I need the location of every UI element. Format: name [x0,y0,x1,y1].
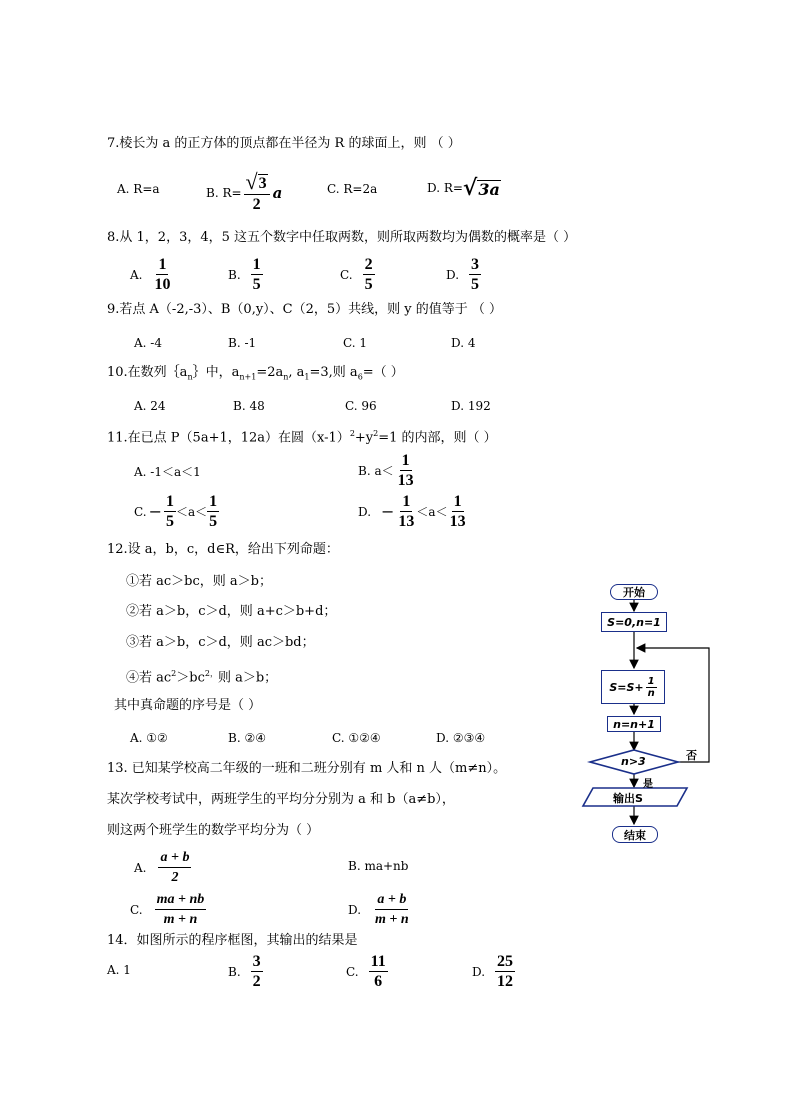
q7-b-fraction: √ 3 2 [244,172,270,213]
q7-b-label: B. R= [206,185,242,200]
q13-line-2: 某次学校考试中，两班学生的平均分分别为 a 和 b（a≠b）， [107,792,455,807]
q9-option-b: B. -1 [228,336,257,350]
q7-option-b [206,169,283,213]
q13-option-b: B. ma+nb [348,859,409,873]
q12-option-b: B. ②④ [228,731,266,745]
q7-option-c: C. R=2a [327,182,378,196]
flowchart-yes-label: 是 [643,779,653,790]
flowchart-update: S=S+ $\frac{1}{n}$ [601,670,665,704]
flowchart-condition: n>3 [621,755,646,768]
q12-stem: 12.设 a，b，c，d∈R，给出下列命题： [107,542,339,557]
q7-stem: 7.棱长为 a 的正方体的顶点都在半径为 R 的球面上，则 （ ） [107,136,461,151]
q10-option-b: B. 48 [233,399,265,413]
q9-option-c: C. 1 [343,336,368,350]
q7-option-a: A. R=a [117,182,160,196]
q14-option-d: D. $\frac{25}{12}$ [472,953,514,990]
q10-option-a: A. 24 [134,399,166,413]
q12-ask: 其中真命题的序号是（ ） [114,698,262,713]
q13-option-c: C. $\frac{ma + nb}{m + n}$ [130,892,205,927]
q8-option-c: C. $\frac{2}{5}$ [340,256,373,293]
q7-option-d: D. R= √ 3a [427,175,500,201]
q9-stem: 9.若点 A（-2,-3）、B（0,y）、C（2，5）共线，则 y 的值等于 （ ） [107,302,503,317]
q11-option-a: A. -1＜a＜1 [134,465,201,479]
flowchart [575,580,725,850]
q14-stem: 14．如图所示的程序框图，其输出的结果是 [107,933,358,948]
q8-option-d: D. $\frac{3}{5}$ [446,256,480,293]
q14-option-a: A. 1 [107,963,131,977]
q11-stem: 11.在已点 P（5a+1，12a）在圆$(x-1)^2+y^2=1$ 的内部，则（ ） [107,429,497,446]
q12-prop-4: ④若 $ac^2>bc^{2,}$则 a＞b； [126,669,278,686]
q9-option-a: A. -4 [134,336,162,350]
q7-d-sqrt: √ 3a [462,175,500,201]
q10-option-c: C. 96 [345,399,377,413]
flowchart-init: S=0,n=1 [601,612,667,632]
flowchart-end: 结束 [612,826,658,843]
q12-prop-3: ③若 a＞b，c＞d，则 ac＞bd； [126,635,315,650]
q8-option-b: B. $\frac{1}{5}$ [228,256,261,293]
q13-option-a: A. $\frac{a + b}{2}$ [134,850,190,885]
q11-option-c: C. − $\frac{1}{5}$ ＜a＜ $\frac{1}{5}$ [134,493,218,530]
flowchart-output: 输出S [613,792,643,805]
q13-line-3: 则这两个班学生的数学平均分为（ ） [107,823,320,838]
flowchart-start: 开始 [610,584,658,600]
q14-option-c: C. $\frac{11}{6}$ [346,953,386,990]
q7-b-var: a [272,183,283,202]
q10-option-d: D. 192 [451,399,491,413]
flowchart-increment: n=n+1 [607,716,661,732]
q12-prop-2: ②若 a＞b，c＞d，则 a+c＞b+d； [126,604,337,619]
q10-stem: 10.在数列$\{a_n\}$中，$a_{n+1}=2a_n$, $a_1=3$,则 $a_6=$（ ） [107,365,404,382]
q14-option-b: B. $\frac{3}{2}$ [228,953,261,990]
q8-stem: 8.从 1，2，3，4，5 这五个数字中任取两数，则所取两数均为偶数的概率是（ ） [107,230,577,245]
q12-prop-1: ①若 ac＞bc，则 a＞b； [126,574,272,589]
q11-option-b: B. a＜ $\frac{1}{13}$ [358,452,414,489]
q11-option-d: D. − $\frac{1}{13}$ ＜a＜ $\frac{1}{13}$ [358,493,466,530]
flowchart-no-label: 否 [686,749,697,762]
q8-option-a: A. $\frac{1}{10}$ [130,256,171,293]
q13-line-1: 13. 已知某学校高二年级的一班和二班分别有 m 人和 n 人（m≠n）。 [107,761,507,776]
q13-option-d: D. $\frac{a + b}{m + n}$ [348,892,409,927]
q9-option-d: D. 4 [451,336,476,350]
q12-option-a: A. ①② [130,731,168,745]
q12-option-d: D. ②③④ [436,731,486,745]
q12-option-c: C. ①②④ [332,731,381,745]
